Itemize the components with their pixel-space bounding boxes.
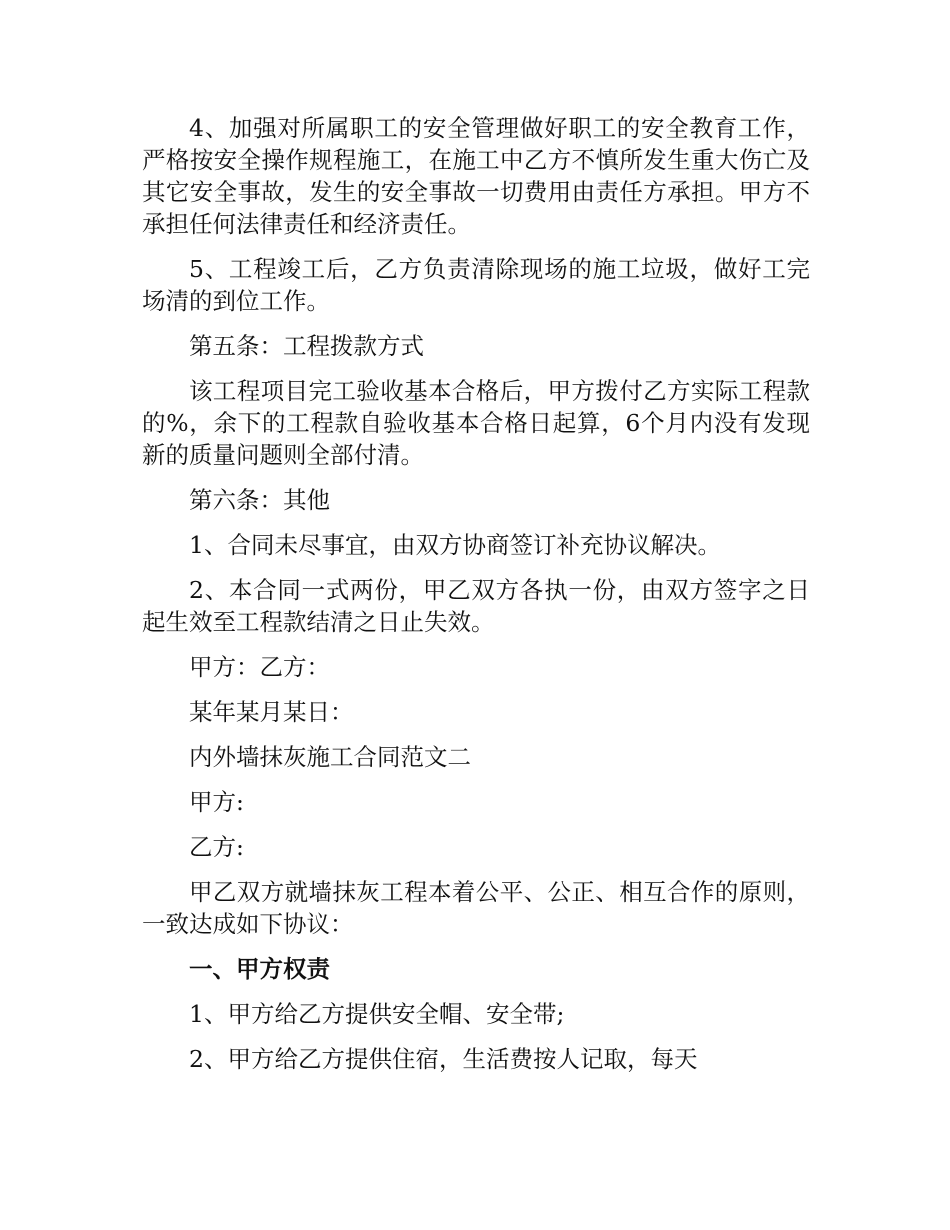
party-b-line: 乙方: <box>189 833 244 861</box>
article-five-heading: 第五条：工程拨款方式 <box>189 332 424 360</box>
clause-payment: 该工程项目完工验收基本合格后，甲方拨付乙方实际工程款的%，余下的工程款自验收基本合格日起算，6个月内没有发现新的质量问题则全部付清。 <box>142 377 810 469</box>
clause-accommodation: 2、甲方给乙方提供住宿，生活费按人记取，每天 <box>189 1045 698 1073</box>
clause-copies: 2、本合同一式两份，甲乙双方各执一份，由双方签字之日起生效至工程款结清之日止失效。 <box>142 576 810 636</box>
sample-two-title: 内外墙抹灰施工合同范文二 <box>189 743 471 771</box>
section-party-a-rights: 一、甲方权责 <box>189 955 330 983</box>
signature-parties: 甲方：乙方： <box>189 653 330 681</box>
signature-date: 某年某月某日： <box>189 698 354 726</box>
clause-supplement: 1、合同未尽事宜，由双方协商签订补充协议解决。 <box>189 531 721 559</box>
document-page <box>142 112 810 1088</box>
clause-site-cleanup: 5、工程竣工后，乙方负责清除现场的施工垃圾，做好工完场清的到位工作。 <box>142 255 810 315</box>
article-six-heading: 第六条：其他 <box>189 486 330 514</box>
party-a-line: 甲方: <box>189 788 244 816</box>
clause-safety-equipment: 1、甲方给乙方提供安全帽、安全带; <box>189 1000 565 1028</box>
agreement-intro: 甲乙双方就墙抹灰工程本着公平、公正、相互合作的原则，一致达成如下协议： <box>142 878 810 938</box>
clause-safety-management: 4、加强对所属职工的安全管理做好职工的安全教育工作，严格按安全操作规程施工，在施工中乙方不慎所发生重大伤亡及其它安全事故，发生的安全事故一切费用由责任方承担。甲方不承担任何法律责任和经济责任。 <box>142 114 810 238</box>
